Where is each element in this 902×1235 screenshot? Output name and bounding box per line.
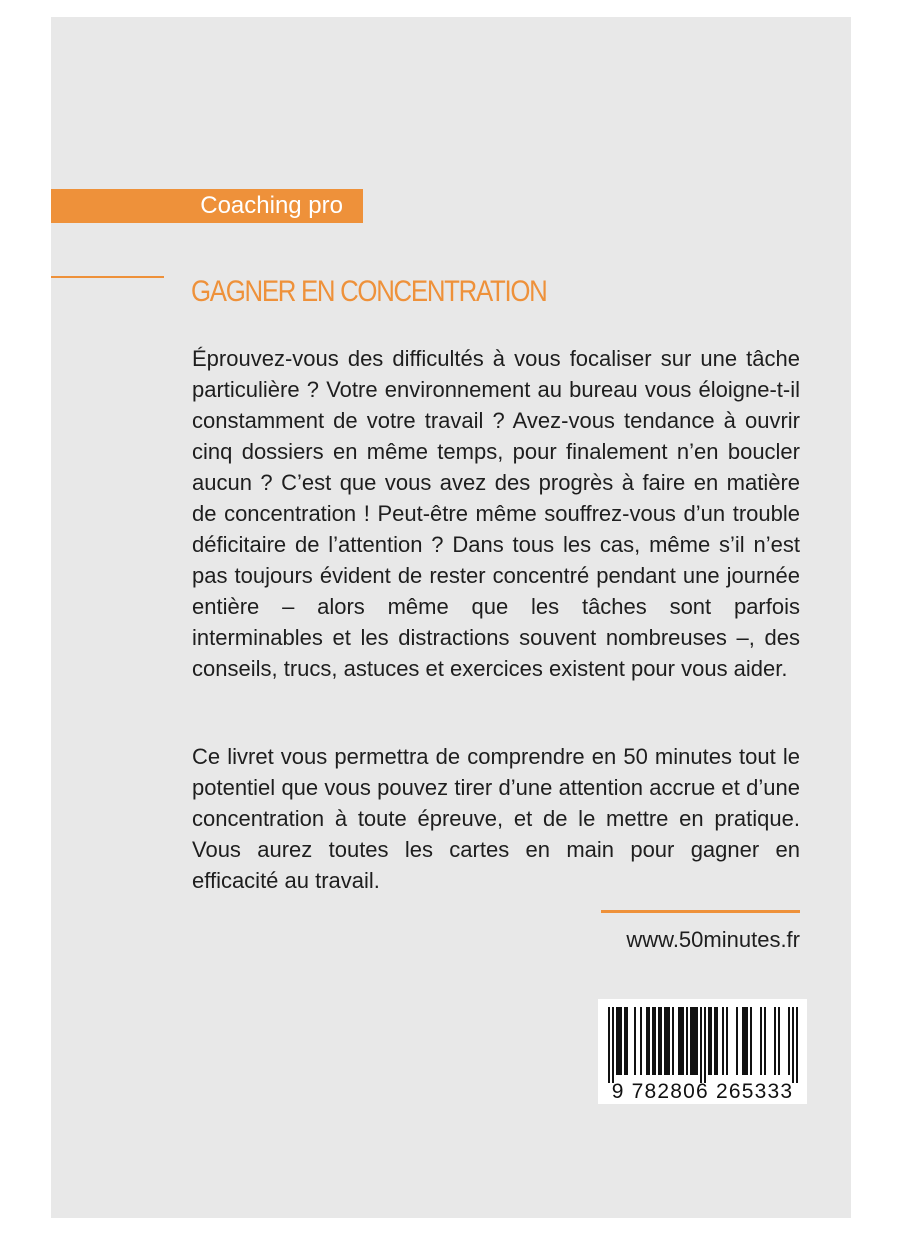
barcode-bar <box>716 1007 718 1075</box>
description-paragraph: Éprouvez-vous des difficultés à vous focaliser sur une tâche particulière ? Votre environnement au bureau vous éloigne-t-il constamment de votre travail ? Avez-vous tendance à ouvrir cinq dossiers en même temps, pour finalement n’en boucler aucun ? C’est que vous avez des progrès à faire en matière de concentration ! Peut-être même souffrez-vous d’un trouble déficitaire de l’attention ? Dans tous les cas, même s’il n’est pas toujours évident de rester concentré pendant une journée entière – alors même que les tâches sont parfois interminables et les distractions souvent nombreuses –, des conseils, trucs, astuces et exercices existent pour vous aider. <box>192 346 800 681</box>
category-banner <box>51 189 363 223</box>
barcode-bar <box>626 1007 628 1075</box>
barcode-bar <box>750 1007 752 1075</box>
barcode-bar <box>668 1007 670 1075</box>
barcode-bar <box>672 1007 674 1075</box>
book-back-cover <box>51 17 851 1218</box>
title-accent-rule <box>51 276 164 278</box>
barcode-bar <box>640 1007 642 1075</box>
barcode-bar <box>620 1007 622 1075</box>
barcode-bar <box>704 1007 706 1083</box>
barcode-bar <box>722 1007 724 1075</box>
barcode-bar <box>708 1007 710 1075</box>
barcode-bar <box>658 1007 660 1075</box>
barcode-bar <box>664 1007 666 1075</box>
barcode-bar <box>666 1007 668 1075</box>
book-title: GAGNER EN CONCENTRATION <box>191 275 547 308</box>
isbn-barcode <box>598 999 807 1104</box>
barcode-bar <box>764 1007 766 1075</box>
website-accent-rule <box>601 910 800 913</box>
barcode-bar <box>710 1007 712 1075</box>
barcode-bar <box>648 1007 650 1075</box>
barcode-bar <box>624 1007 626 1075</box>
barcode-bar <box>660 1007 662 1075</box>
barcode-bar <box>694 1007 696 1075</box>
barcode-bar <box>746 1007 748 1075</box>
barcode-bar <box>744 1007 746 1075</box>
barcode-bar <box>678 1007 680 1075</box>
barcode-bar <box>796 1007 798 1083</box>
barcode-bar <box>726 1007 728 1075</box>
barcode-bar <box>618 1007 620 1075</box>
barcode-bar <box>612 1007 614 1083</box>
barcode-bar <box>652 1007 654 1075</box>
barcode-bar <box>690 1007 692 1075</box>
barcode-bar <box>742 1007 744 1075</box>
barcode-bar <box>608 1007 610 1083</box>
website-url: www.50minutes.fr <box>626 927 800 952</box>
barcode-bar <box>736 1007 738 1075</box>
barcode-bar <box>788 1007 790 1075</box>
barcode-bar <box>714 1007 716 1075</box>
barcode-number: 9 782806 265333 <box>611 1080 794 1103</box>
barcode-bar <box>760 1007 762 1075</box>
barcode-bar <box>682 1007 684 1075</box>
barcode-bar <box>634 1007 636 1075</box>
barcode-bar <box>680 1007 682 1075</box>
barcode-bar <box>616 1007 618 1075</box>
barcode-bar <box>774 1007 776 1075</box>
barcode-bar <box>654 1007 656 1075</box>
summary-paragraph: Ce livret vous permettra de comprendre en 50 minutes tout le potentiel que vous pouvez tirer d’une attention accrue et d’une concentration à toute épreuve, et de le mettre en pratique. Vous aurez toutes les cartes en main pour gagner en efficacité au travail. <box>192 744 800 893</box>
barcode-bar <box>646 1007 648 1075</box>
barcode-bar <box>778 1007 780 1075</box>
barcode-bar <box>692 1007 694 1075</box>
barcode-bar <box>686 1007 688 1075</box>
barcode-bars <box>598 999 807 1083</box>
barcode-bar <box>792 1007 794 1083</box>
category-label: Coaching pro <box>200 192 343 219</box>
barcode-bar <box>696 1007 698 1075</box>
barcode-bar <box>700 1007 702 1083</box>
